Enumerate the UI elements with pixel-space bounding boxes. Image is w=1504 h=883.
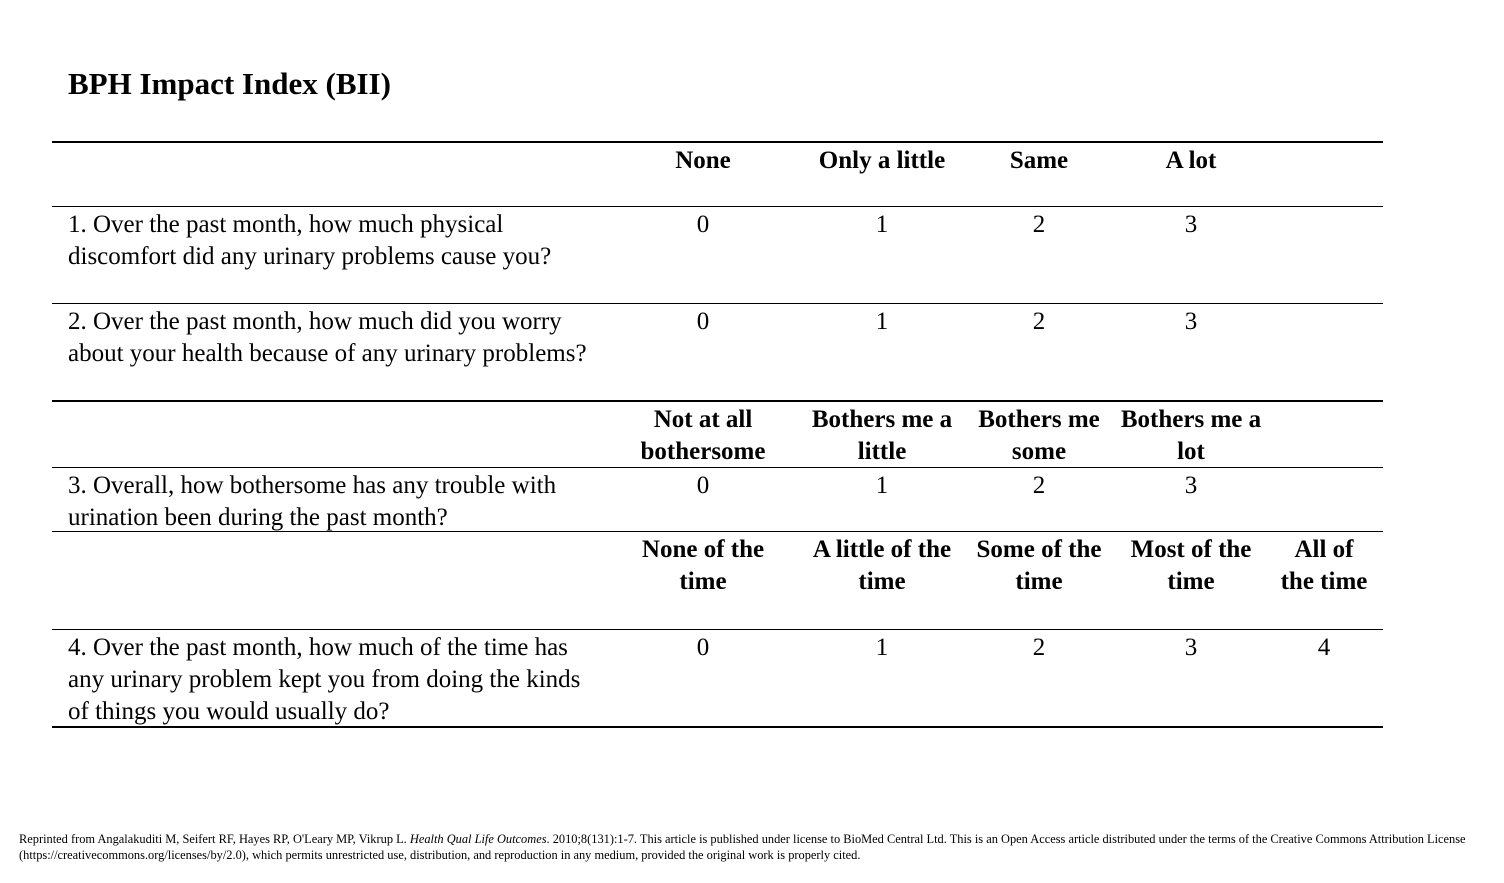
page-title: BPH Impact Index (BII) [68,66,391,101]
question-4-score-most: 3 [1184,634,1198,661]
question-4-text: 4. Over the past month, how much of the time has any urinary problem kept you from doing the kinds of things you would usually do? [68,634,581,725]
question-1-score-same: 2 [1032,211,1046,238]
header-a-lot: A lot [1165,147,1217,174]
header-same: Same [1009,147,1069,174]
header-row-section-2 [52,402,1383,468]
question-2-score-only-a-little: 1 [875,308,889,335]
header-none-of-the-time: None of the time [641,536,765,595]
question-2-score-a-lot: 3 [1184,308,1198,335]
header-a-little-of-the-time: A little of the time [812,536,952,595]
header-some-of-the-time: Some of the time [976,536,1102,595]
question-2-text: 2. Over the past month, how much did you worry about your health because of any urinary problems? [68,308,587,367]
table-row-question-3 [52,468,1383,532]
citation-journal: Health Qual Life Outcomes [409,832,547,846]
question-1-score-only-a-little: 1 [875,211,889,238]
table-row-question-1 [52,207,1383,304]
header-only-a-little: Only a little [818,147,946,174]
table-row-question-4 [52,630,1383,728]
header-bothers-me-some: Bothers me some [978,406,1100,465]
header-bothers-me-a-little: Bothers me a little [811,406,953,465]
question-2-score-same: 2 [1032,308,1046,335]
header-bothers-me-a-lot: Bothers me a lot [1120,406,1262,465]
question-4-score-none: 0 [696,634,710,661]
question-3-score-a-little: 1 [875,472,889,499]
table-row-question-2 [52,304,1383,402]
question-1-text: 1. Over the past month, how much physical discomfort did any urinary problems cause you? [68,211,552,270]
header-none: None [675,147,731,174]
header-not-at-all-bothersome: Not at all bothersome [640,406,766,465]
question-3-score-a-lot: 3 [1184,472,1198,499]
question-4-score-all: 4 [1317,634,1331,661]
question-1-score-a-lot: 3 [1184,211,1198,238]
question-4-score-a-little: 1 [875,634,889,661]
bii-table [52,141,1383,728]
header-row-section-1 [52,141,1383,207]
question-4-score-some: 2 [1032,634,1046,661]
question-2-score-none: 0 [696,308,710,335]
question-3-score-some: 2 [1032,472,1046,499]
citation-suffix: . 2010;8(131):1-7. This article is published under license to BioMed Central Ltd. This is an Open Access article distributed under the terms of the Creative Commons Attribution License (https://creativecommons.org/licenses/by/2.0), which permits unrestricted use, distribution, and reproduction in any medium, provided the original work is properly cited. [19,832,1466,862]
question-3-text: 3. Overall, how bothersome has any trouble with urination been during the past month? [68,472,557,531]
citation-prefix: Reprinted from Angalakuditi M, Seifert RF, Hayes RP, O'Leary MP, Vikrup L. [19,832,410,846]
citation-footer [19,831,1479,863]
header-row-section-3 [52,532,1383,630]
header-most-of-the-time: Most of the time [1130,536,1252,595]
header-all-of-the-time: All of the time [1280,536,1368,595]
question-1-score-none: 0 [696,211,710,238]
question-3-score-not-at-all: 0 [696,472,710,499]
